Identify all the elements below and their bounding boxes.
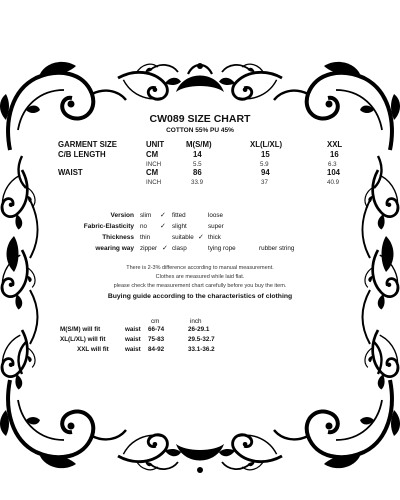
header-unit: UNIT xyxy=(146,140,165,149)
chart-title: CW089 SIZE CHART xyxy=(149,113,251,125)
note-line: Clothes are measured while laid flat. xyxy=(155,274,245,280)
row-value-xxl: 40.9 xyxy=(327,179,340,186)
attribute-label: Thickness xyxy=(102,234,134,241)
guide-header-inch: inch xyxy=(190,318,202,325)
check-icon: ✓ xyxy=(160,212,166,219)
note-line: please check the measurement chart carefully before you buy the item. xyxy=(113,283,287,289)
guide-row-label: XL(L/XL) will fit xyxy=(60,336,106,343)
row-value-xxl: 6.3 xyxy=(328,161,337,168)
attribute-option: no xyxy=(140,223,148,230)
row-value-m: 14 xyxy=(193,150,202,159)
row-value-xl: 94 xyxy=(261,168,270,177)
attribute-option: fitted xyxy=(172,212,186,219)
attribute-option: tying rope xyxy=(208,245,236,252)
row-value-xl: 5.9 xyxy=(260,161,269,168)
row-unit: CM xyxy=(146,168,159,177)
row-value-xxl: 16 xyxy=(330,150,339,159)
guide-row-inch: 26-29.1 xyxy=(188,326,210,333)
attribute-option: clasp xyxy=(172,245,187,252)
attribute-option: rubber string xyxy=(259,245,295,252)
guide-row-cm: 84-92 xyxy=(148,346,165,353)
attribute-option: thick xyxy=(208,234,221,241)
guide-row-label: M(S/M) will fit xyxy=(60,326,101,333)
header-size-xl: XL(L/XL) xyxy=(250,140,283,149)
note-line: There is 2-3% difference according to manual measurement. xyxy=(126,265,274,271)
attribute-label: wearing way xyxy=(95,245,134,252)
row-value-xl: 15 xyxy=(261,150,270,159)
check-icon: ✓ xyxy=(160,223,166,230)
header-garment-size: GARMENT SIZE xyxy=(58,140,117,149)
attribute-label: Version xyxy=(110,212,134,219)
row-unit: INCH xyxy=(146,179,162,186)
row-value-m: 86 xyxy=(193,168,202,177)
check-icon: ✓ xyxy=(198,234,204,241)
row-label: WAIST xyxy=(58,168,83,177)
row-unit: CM xyxy=(146,150,159,159)
row-label: C/B LENGTH xyxy=(58,150,106,159)
guide-row-part: waist xyxy=(125,346,141,353)
row-value-xl: 37 xyxy=(261,179,268,186)
attribute-option: thin xyxy=(140,234,151,241)
attribute-label: Fabric-Elasticity xyxy=(83,223,134,230)
guide-row-cm: 75-83 xyxy=(148,336,165,343)
row-value-m: 33.9 xyxy=(191,179,204,186)
attribute-option: slight xyxy=(172,223,187,230)
row-value-xxl: 104 xyxy=(327,168,341,177)
guide-row-part: waist xyxy=(125,326,141,333)
header-size-xxl: XXL xyxy=(327,140,343,149)
guide-header-cm: cm xyxy=(151,318,160,325)
guide-row-cm: 66-74 xyxy=(148,326,165,333)
guide-row-label: XXL will fit xyxy=(77,346,109,353)
attribute-option: zipper xyxy=(140,245,158,252)
row-value-m: 5.5 xyxy=(193,161,202,168)
guide-row-inch: 29.5-32.7 xyxy=(188,336,215,343)
header-size-m: M(S/M) xyxy=(186,140,212,149)
attribute-option: slim xyxy=(140,212,152,219)
guide-row-part: waist xyxy=(125,336,141,343)
attribute-option: loose xyxy=(208,212,224,219)
attribute-option: super xyxy=(208,223,224,230)
attribute-option: suitable xyxy=(172,234,194,241)
guide-row-inch: 33.1-36.2 xyxy=(188,346,215,353)
material-subtitle: COTTON 55% PU 45% xyxy=(166,127,234,134)
row-unit: INCH xyxy=(146,161,162,168)
check-icon: ✓ xyxy=(162,245,168,252)
buying-guide-title: Buying guide according to the characteristics of clothing xyxy=(107,293,293,300)
